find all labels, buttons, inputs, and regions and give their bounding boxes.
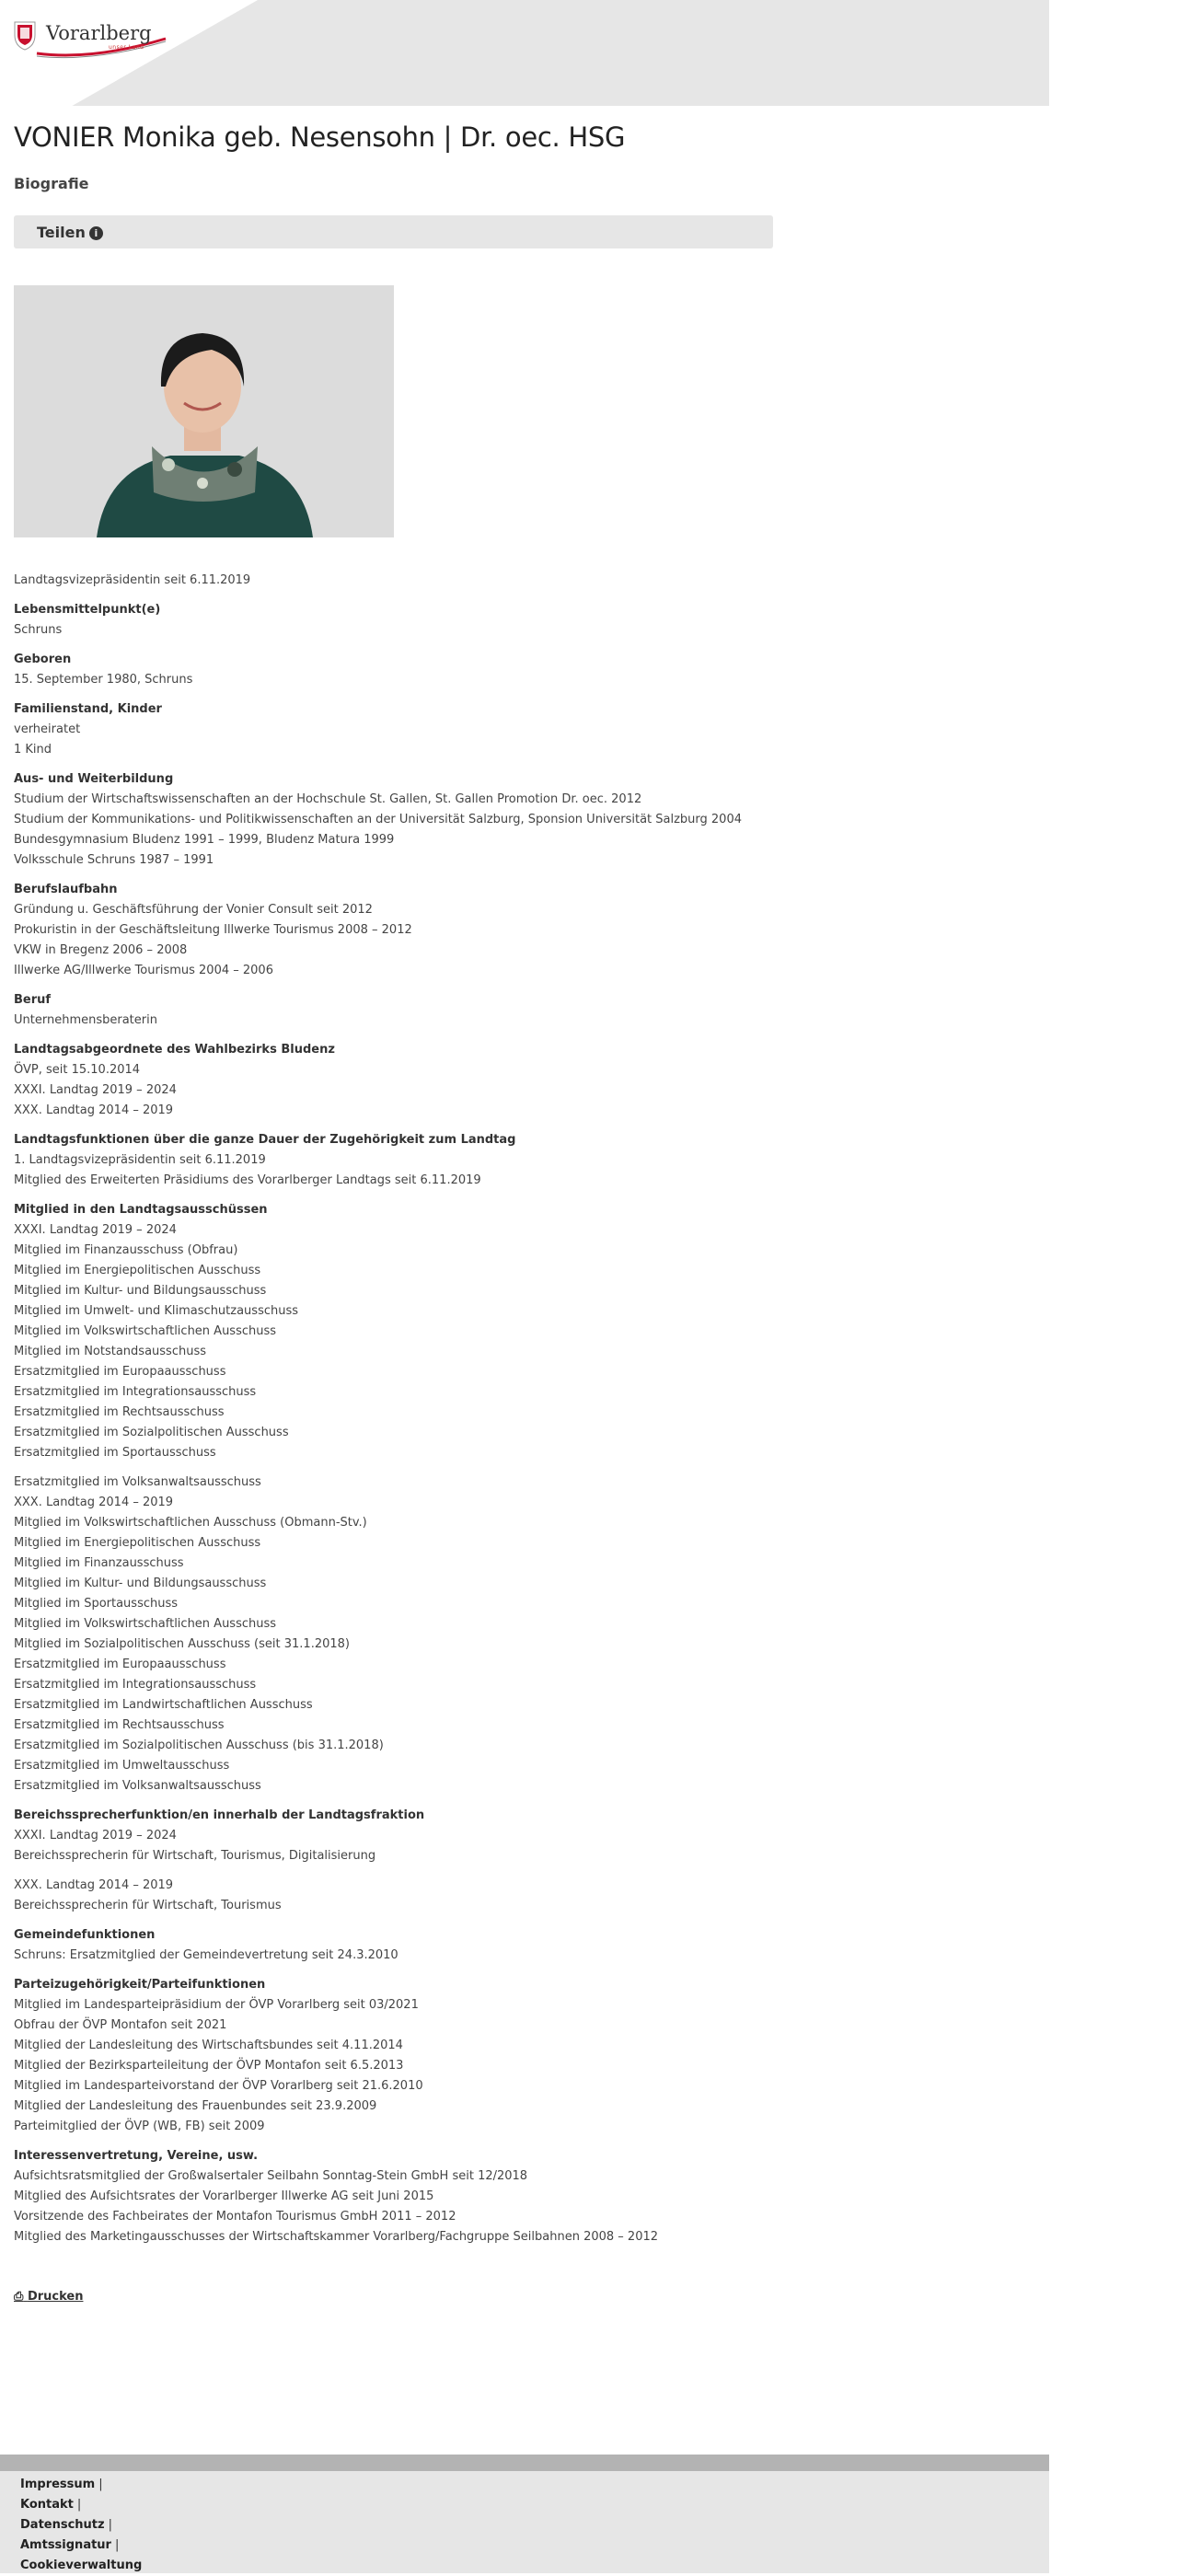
bio-section-label: Gemeindefunktionen xyxy=(14,1928,156,1942)
share-bar[interactable] xyxy=(14,215,773,248)
bio-line: Ersatzmitglied im Volksanwaltsausschuss xyxy=(14,1779,261,1793)
spacer xyxy=(14,981,1026,990)
spacer xyxy=(14,1916,1026,1925)
footer-link-kontakt[interactable]: Kontakt xyxy=(20,2498,74,2512)
logo-subtext: unser Land xyxy=(109,44,144,51)
bio-line: Mitglied im Umwelt- und Klimaschutzausschuss xyxy=(14,1304,299,1318)
spacer xyxy=(14,1463,1026,1473)
bio-line: Vorsitzende des Fachbeirates der Montafon Tourismus GmbH 2011 – 2012 xyxy=(14,2210,456,2224)
spacer xyxy=(14,760,1026,769)
print-link[interactable] xyxy=(14,2290,83,2304)
bio-line: Illwerke AG/Illwerke Tourismus 2004 – 2006 xyxy=(14,964,273,977)
bio-line: Parteimitglied der ÖVP (WB, FB) seit 2009 xyxy=(14,2120,265,2133)
footer-item xyxy=(20,2475,142,2495)
spacer xyxy=(14,1966,1026,1975)
bio-line: Aufsichtsratsmitglied der Großwalsertaler Seilbahn Sonntag-Stein GmbH seit 12/2018 xyxy=(14,2169,528,2183)
bio-line: Obfrau der ÖVP Montafon seit 2021 xyxy=(14,2018,227,2032)
spacer xyxy=(14,2137,1026,2146)
bio-line: Mitglied des Erweiterten Präsidiums des Vorarlberger Landtags seit 6.11.2019 xyxy=(14,1173,481,1187)
portrait-illustration xyxy=(14,285,394,537)
bio-section-label: Berufslaufbahn xyxy=(14,883,118,896)
footer-separator: | xyxy=(98,2478,103,2491)
bio-line: Mitglied im Energiepolitischen Ausschuss xyxy=(14,1264,261,1277)
footer-link-impressum[interactable]: Impressum xyxy=(20,2478,96,2491)
bio-section-label: Bereichssprecherfunktion/en innerhalb der Landtagsfraktion xyxy=(14,1808,425,1822)
bio-line: Mitglied im Volkswirtschaftlichen Ausschuss xyxy=(14,1617,277,1631)
bio-line: Ersatzmitglied im Volksanwaltsausschuss xyxy=(14,1475,261,1489)
bio-line: Mitglied des Aufsichtsrates der Vorarlberger Illwerke AG seit Juni 2015 xyxy=(14,2189,434,2203)
bio-line: Ersatzmitglied im Sportausschuss xyxy=(14,1446,216,1460)
bio-line: Ersatzmitglied im Rechtsausschuss xyxy=(14,1405,225,1419)
bio-line: XXXI. Landtag 2019 – 2024 xyxy=(14,1083,177,1097)
bio-line: Mitglied der Bezirksparteileitung der ÖVP Montafon seit 6.5.2013 xyxy=(14,2059,404,2073)
share-label: Teilen xyxy=(37,224,86,241)
bio-line: Mitglied der Landesleitung des Wirtschaftsbundes seit 4.11.2014 xyxy=(14,2039,403,2052)
logo-text: Vorarlberg xyxy=(46,22,152,44)
bio-line: XXX. Landtag 2014 – 2019 xyxy=(14,1496,174,1509)
spacer xyxy=(14,1031,1026,1040)
bio-line: 1 Kind xyxy=(14,743,52,757)
bio-section-label: Familienstand, Kinder xyxy=(14,702,162,716)
footer-link-datenschutz[interactable]: Datenschutz xyxy=(20,2518,105,2532)
spacer xyxy=(14,641,1026,650)
site-footer xyxy=(0,2471,1049,2573)
bio-line: Studium der Kommunikations- und Politikwissenschaften an der Universität Salzburg, Sponsion Universität Salzburg 2004 xyxy=(14,813,742,826)
bio-line: Ersatzmitglied im Integrationsausschuss xyxy=(14,1678,257,1692)
footer-separator: | xyxy=(76,2498,82,2512)
bio-line: Ersatzmitglied im Europaausschuss xyxy=(14,1365,226,1379)
spacer xyxy=(14,1191,1026,1200)
bio-section-label: Parteizugehörigkeit/Parteifunktionen xyxy=(14,1978,266,1992)
bio-section-label: Mitglied in den Landtagsausschüssen xyxy=(14,1203,268,1217)
bio-line: 15. September 1980, Schruns xyxy=(14,673,193,687)
bio-line: Mitglied im Volkswirtschaftlichen Ausschuss (Obmann-Stv.) xyxy=(14,1516,367,1530)
bio-line: Prokuristin in der Geschäftsleitung Illwerke Tourismus 2008 – 2012 xyxy=(14,923,412,937)
bio-line: XXXI. Landtag 2019 – 2024 xyxy=(14,1223,177,1237)
footer-separator: | xyxy=(108,2518,112,2532)
spacer xyxy=(14,871,1026,880)
bio-section-label: Geboren xyxy=(14,653,72,666)
bio-line: Schruns: Ersatzmitglied der Gemeindevertretung seit 24.3.2010 xyxy=(14,1948,398,1962)
biography xyxy=(14,571,1026,2247)
bio-line: XXX. Landtag 2014 – 2019 xyxy=(14,1103,174,1117)
bio-line: Ersatzmitglied im Landwirtschaftlichen Ausschuss xyxy=(14,1698,313,1712)
bio-line: Schruns xyxy=(14,623,63,637)
footer-item xyxy=(20,2536,142,2556)
bio-line: Mitglied im Landesparteivorstand der ÖVP Vorarlberg seit 21.6.2010 xyxy=(14,2079,423,2093)
bio-line: 1. Landtagsvizepräsidentin seit 6.11.2019 xyxy=(14,1153,266,1167)
info-icon: i xyxy=(89,226,103,240)
bio-line: Mitglied im Sportausschuss xyxy=(14,1597,179,1611)
bio-section-label: Lebensmittelpunkt(e) xyxy=(14,603,161,617)
footer-item xyxy=(20,2495,142,2515)
bio-section-label: Beruf xyxy=(14,993,52,1007)
bio-line: Studium der Wirtschaftswissenschaften an der Hochschule St. Gallen, St. Gallen Promotion Dr. oec. 2012 xyxy=(14,792,642,806)
bio-line: Mitglied der Landesleitung des Frauenbundes seit 23.9.2009 xyxy=(14,2099,377,2113)
bio-intro: Landtagsvizepräsidentin seit 6.11.2019 xyxy=(14,573,251,587)
portrait-photo xyxy=(14,285,394,537)
bio-line: Mitglied im Kultur- und Bildungsausschuss xyxy=(14,1577,267,1590)
spacer xyxy=(14,1796,1026,1806)
bio-line: XXX. Landtag 2014 – 2019 xyxy=(14,1878,174,1892)
bio-line: Mitglied im Notstandsausschuss xyxy=(14,1345,206,1358)
bio-line: Unternehmensberaterin xyxy=(14,1013,157,1027)
bio-line: Mitglied im Finanzausschuss xyxy=(14,1556,184,1570)
bio-line: Bereichssprecherin für Wirtschaft, Tourismus xyxy=(14,1899,282,1912)
spacer xyxy=(14,591,1026,600)
spacer xyxy=(14,690,1026,699)
footer-strip xyxy=(0,2455,1049,2471)
bio-line: Volksschule Schruns 1987 – 1991 xyxy=(14,853,214,867)
bio-line: Bundesgymnasium Bludenz 1991 – 1999, Bludenz Matura 1999 xyxy=(14,833,395,847)
footer-separator: | xyxy=(114,2538,120,2552)
bio-line: Ersatzmitglied im Sozialpolitischen Ausschuss (bis 31.1.2018) xyxy=(14,1739,384,1752)
bio-line: Ersatzmitglied im Europaausschuss xyxy=(14,1658,226,1671)
bio-line: Mitglied des Marketingausschusses der Wirtschaftskammer Vorarlberg/Fachgruppe Seilbahnen 2008 – 2012 xyxy=(14,2230,659,2244)
bio-section-label: Interessenvertretung, Vereine, usw. xyxy=(14,2149,259,2163)
bio-line: ÖVP, seit 15.10.2014 xyxy=(14,1063,141,1077)
footer-link-amtssignatur[interactable]: Amtssignatur xyxy=(20,2538,111,2552)
bio-line: XXXI. Landtag 2019 – 2024 xyxy=(14,1829,177,1842)
bio-line: Mitglied im Landesparteipräsidium der ÖVP Vorarlberg seit 03/2021 xyxy=(14,1998,419,2012)
bio-section-label: Landtagsabgeordnete des Wahlbezirks Bludenz xyxy=(14,1043,335,1057)
bio-section-label: Landtagsfunktionen über die ganze Dauer der Zugehörigkeit zum Landtag xyxy=(14,1133,516,1147)
bio-line: Ersatzmitglied im Rechtsausschuss xyxy=(14,1718,225,1732)
page-subtitle: Biografie xyxy=(14,175,89,192)
bio-line: Ersatzmitglied im Sozialpolitischen Ausschuss xyxy=(14,1426,289,1439)
page-title: VONIER Monika geb. Nesensohn | Dr. oec. HSG xyxy=(14,121,626,153)
site-header xyxy=(0,0,1049,106)
bio-line: Bereichssprecherin für Wirtschaft, Tourismus, Digitalisierung xyxy=(14,1849,376,1863)
share-button[interactable] xyxy=(37,224,103,241)
bio-line: verheiratet xyxy=(14,722,81,736)
spacer xyxy=(14,1866,1026,1876)
bio-line: Mitglied im Kultur- und Bildungsausschuss xyxy=(14,1284,267,1298)
bio-line: Mitglied im Volkswirtschaftlichen Ausschuss xyxy=(14,1324,277,1338)
bio-line: VKW in Bregenz 2006 – 2008 xyxy=(14,943,188,957)
bio-line: Ersatzmitglied im Umweltausschuss xyxy=(14,1759,230,1773)
footer-links xyxy=(20,2475,142,2576)
bio-section-label: Aus- und Weiterbildung xyxy=(14,772,174,786)
bio-line: Mitglied im Energiepolitischen Ausschuss xyxy=(14,1536,261,1550)
bio-line: Mitglied im Finanzausschuss (Obfrau) xyxy=(14,1243,238,1257)
printer-icon: ⎙ xyxy=(14,2290,24,2304)
vorarlberg-logo[interactable] xyxy=(9,13,193,68)
print-label: Drucken xyxy=(27,2290,84,2304)
footer-link-cookieverwaltung[interactable]: Cookieverwaltung xyxy=(20,2559,143,2572)
footer-item xyxy=(20,2515,142,2536)
bio-line: Ersatzmitglied im Integrationsausschuss xyxy=(14,1385,257,1399)
bio-line: Gründung u. Geschäftsführung der Vonier Consult seit 2012 xyxy=(14,903,373,917)
spacer xyxy=(14,1121,1026,1130)
bio-line: Mitglied im Sozialpolitischen Ausschuss (seit 31.1.2018) xyxy=(14,1637,350,1651)
